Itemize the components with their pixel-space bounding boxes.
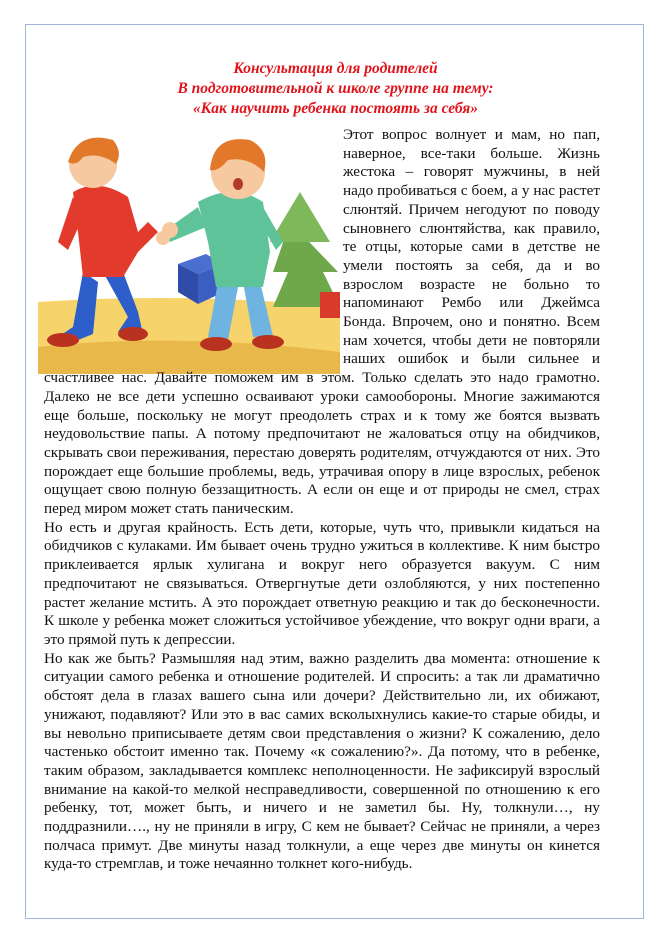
- title-line-1: Консультация для родителей: [233, 60, 438, 77]
- title-line-2: В подготовительной к школе группе на тему:: [177, 80, 494, 97]
- paragraph-2: Но есть и другая крайность. Есть дети, которые, чуть что, привыкли кидаться на обидчиков с кулаками. Им бывает очень трудно ужиться в коллективе. К ним быстро приклеивается ярлык хулигана и вокруг него образуется вакуум. С ним предпочитают не связываться. Отвергнутые дети озлобляются, у них постепенно растет желание мстить. А это порождает ответную реакцию и так до бесконечности. К школе у ребенка может сложиться устойчивое убеждение, что вокруг одни враги, а это прямой путь к депрессии.: [44, 518, 600, 648]
- paragraph-3: Но как же быть? Размышляя над этим, важно разделить два момента: отношение к ситуации самого ребенка и отношение родителей. И спросить: а так ли драматично обстоят дела в глазах вашего сына или дочери? Действительно ли, их обижают, унижают, подавляют? Или это в вас самих всколыхнулись какие-то старые обиды, и вы невольно приписываете детям свои представления о жизни? К сожалению, дело частенько обстоит именно так. Почему «к сожалению?». Да потому, что в ребенке, таким образом, закладывается комплекс неполноценности. Не зафиксируй взрослый внимание на какой-то мелкой несправедливости, совершенной по отношению к его ребенку, тот, может быть, и ничего и не заметил бы. Ну, толкнули…, ну поддразнили…., ну не приняли в игру, С кем не бывает? Сейчас не приняли, а через полчаса примут. Две минуты назад толкнули, а еще через две минуты он кинется куда-то стремглав, и тоже нечаянно толкнет кого-нибудь.: [44, 649, 600, 873]
- paragraph-1: Этот вопрос волнует и мам, но пап, наверное, все-таки больше. Жизнь жестока – говорят мужчины, в ней надо пробиваться с боем, а у нас растет слюнтяй. Причем негодуют по поводу сыновнего слюнтяйства, как правило, те отцы, которые сами в детстве не умели постоять за себя, да и во взрослом возрасте не больно то напоминают Рембо или Джеймса Бонда. Впрочем, оно и понятно. Всем нам хочется, чтобы дети не повторяли наших ошибок и были сильнее и счастливее нас. Давайте поможем им в этом. Только сделать это надо грамотно. Далеко не все дети успешно осваивают уроки самообороны. Многие зажимаются еще больше, поскольку не могут преодолеть страх и к тому же боятся вызвать неудовольствие папы. А потому предпочитают не жаловаться отцу на обидчиков, скрывать свои переживания, перестаю доверять родителям, отчуждаются от них. Это порождает еще большие проблемы, ведь, утрачивая опору в лице взрослых, ребенок ощущает свою полную беззащитность. А если он еще и от природы не смел, страх перед миром может стать паническим.: [44, 126, 600, 518]
- article-body: [44, 126, 600, 874]
- image-wrap-spacer: [44, 126, 343, 366]
- title-line-3: «Как научить ребенка постоять за себя»: [192, 100, 479, 117]
